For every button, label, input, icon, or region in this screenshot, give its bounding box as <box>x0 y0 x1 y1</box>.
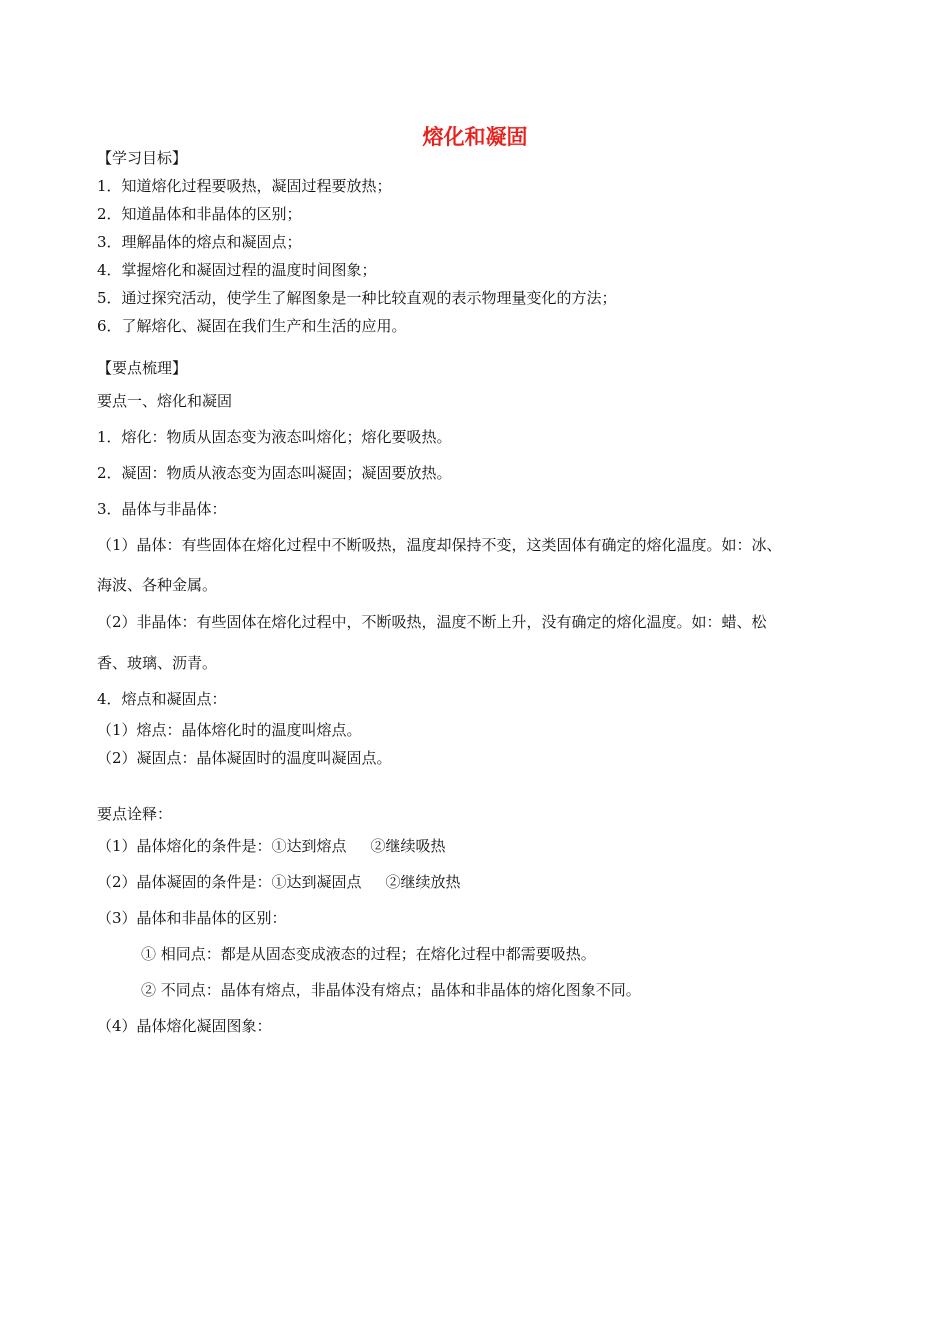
objective-item: 4．掌握熔化和凝固过程的温度时间图象； <box>97 261 377 279</box>
note-solidify-condition-a: （2）晶体凝固的条件是：①达到凝固点 <box>97 873 362 891</box>
point-crystal-heading: 3．晶体与非晶体： <box>97 500 227 518</box>
note-solidify-condition <box>97 872 461 892</box>
points-heading: 【要点梳理】 <box>97 359 188 377</box>
objective-item: 5．通过探究活动，使学生了解图象是一种比较直观的表示物理量变化的方法； <box>97 289 617 307</box>
point-melting-point-heading: 4．熔点和凝固点： <box>97 690 227 708</box>
point-solidification: 2．凝固：物质从液态变为固态叫凝固；凝固要放热。 <box>97 464 452 482</box>
point-crystal-line2: 海波、各种金属。 <box>97 576 218 594</box>
point-freezing-point: （2）凝固点：晶体凝固时的温度叫凝固点。 <box>97 749 392 767</box>
note-similarity: ① 相同点：都是从固态变成液态的过程；在熔化过程中都需要吸热。 <box>141 945 596 963</box>
objectives-heading: 【学习目标】 <box>97 149 188 167</box>
objective-item: 3．理解晶体的熔点和凝固点； <box>97 233 302 251</box>
note-solidify-condition-b: ②继续放热 <box>385 873 461 891</box>
section-subheading: 要点一、熔化和凝固 <box>97 392 233 410</box>
objective-item: 2．知道晶体和非晶体的区别； <box>97 205 302 223</box>
point-amorphous-line1: （2）非晶体：有些固体在熔化过程中，不断吸热，温度不断上升，没有确定的熔化温度。如：蜡、松 <box>97 613 767 631</box>
objective-item: 1．知道熔化过程要吸热，凝固过程要放热； <box>97 177 392 195</box>
point-melting-point: （1）熔点：晶体熔化时的温度叫熔点。 <box>97 721 362 739</box>
note-difference-heading: （3）晶体和非晶体的区别： <box>97 909 287 927</box>
point-amorphous-line2: 香、玻璃、沥青。 <box>97 654 218 672</box>
page-title: 熔化和凝固 <box>422 124 528 149</box>
notes-heading: 要点诠释： <box>97 805 173 823</box>
note-difference: ② 不同点：晶体有熔点，非晶体没有熔点；晶体和非晶体的熔化图象不同。 <box>141 981 641 999</box>
note-melting-condition-a: （1）晶体熔化的条件是：①达到熔点 <box>97 837 347 855</box>
point-melting: 1．熔化：物质从固态变为液态叫熔化；熔化要吸热。 <box>97 428 452 446</box>
note-melting-condition <box>97 836 446 856</box>
note-melting-condition-b: ②继续吸热 <box>370 837 446 855</box>
point-crystal-line1: （1）晶体：有些固体在熔化过程中不断吸热，温度却保持不变，这类固体有确定的熔化温度。如：冰、 <box>97 536 782 554</box>
objective-item: 6．了解熔化、凝固在我们生产和生活的应用。 <box>97 317 407 335</box>
note-graph-heading: （4）晶体熔化凝固图象： <box>97 1017 272 1035</box>
